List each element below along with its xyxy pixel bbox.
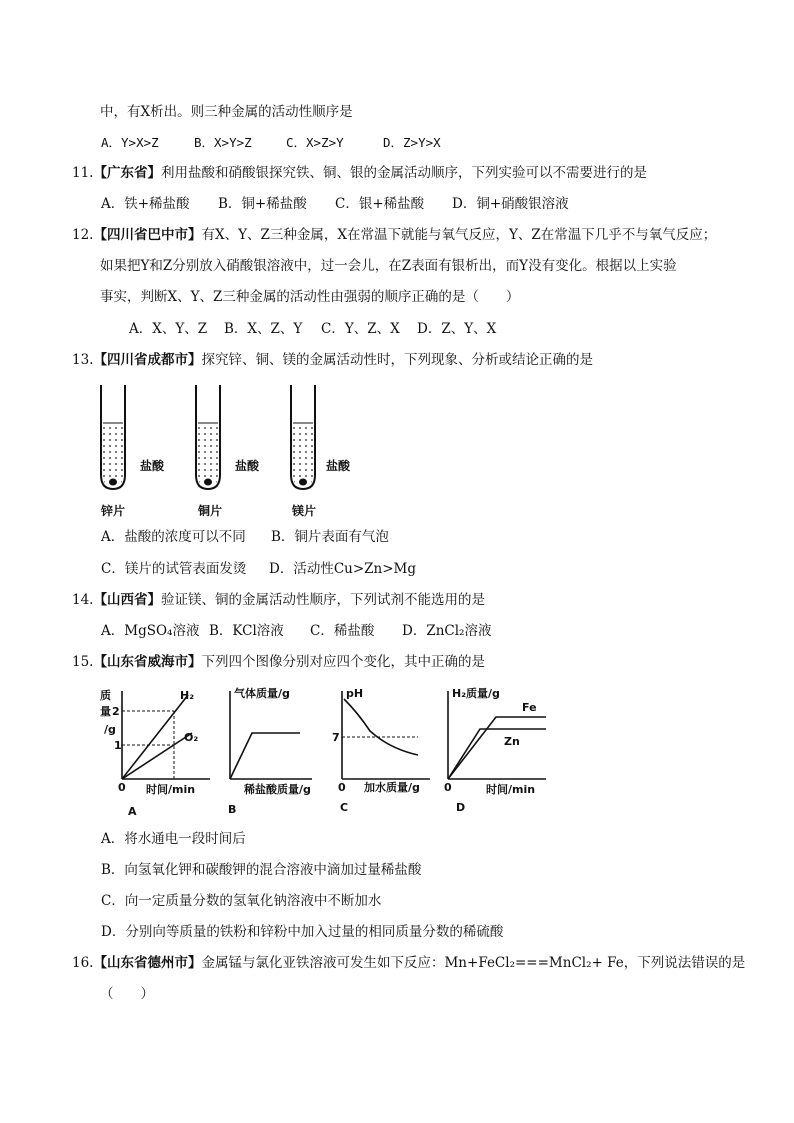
graph-d-zn-label: Zn [504,735,520,748]
graph-d-ylabel: H₂质量/g [452,687,500,700]
graph-c-tick-7: 7 [332,731,340,744]
q13-option-a: A．盐酸的浓度可以不同 [101,529,246,545]
magnesium-piece [299,479,307,486]
q11-text: 利用盐酸和硝酸银探究铁、铜、银的金属活动顺序，下列实验可以不需要进行的是 [160,165,647,181]
q12-stem-line2: 如果把Y和Z分别放入硝酸银溶液中，过一会儿，在Z表面有银析出，而Y没有变化。根据以上实验 [100,258,677,274]
graph-c-curve [344,699,418,755]
q16-text: 金属锰与氯化亚铁溶液可发生如下反应：Mn+FeCl₂===MnCl₂+ Fe，下列说法错误的是 [201,955,746,971]
q15-text: 下列四个图像分别对应四个变化，其中正确的是 [201,654,485,670]
q15-option-c: C．向一定质量分数的氢氧化钠溶液中不断加水 [101,893,382,909]
q15-option-a: A．将水通电一段时间后 [101,831,246,847]
q13-options-row2 [101,560,416,578]
q11-option-c: C．银+稀盐酸 [335,196,425,212]
q14-option-b: B．KCl溶液 [209,623,284,639]
tube-3 [291,385,315,489]
q14-text: 验证镁、铜的金属活动性顺序，下列试剂不能选用的是 [160,592,485,608]
tube-1-metal-label: 锌片 [101,504,126,518]
graph-a-ylabel-unit: /g [104,723,116,736]
q12-option-b: B．X、Z、Y [224,321,303,337]
q11-number: 11. [72,165,94,181]
q11-options [101,195,569,213]
q13-stem [72,351,593,369]
copper-piece [204,479,212,486]
q10-option-a: A．Y>X>Z [101,135,159,150]
q14-option-c: C．稀盐酸 [310,623,375,639]
graph-a-ylabel-mid: 量 [100,705,111,718]
graph-a-tick-1: 1 [114,739,122,752]
tube-2 [196,385,220,489]
q14-option-a: A．MgSO₄溶液 [101,623,200,639]
q16-number: 16. [72,955,94,971]
q12-option-c: C．Y、Z、X [321,321,400,337]
q13-test-tubes-figure [95,383,375,523]
q14-option-d: D．ZnCl₂溶液 [402,623,492,639]
graph-a-tick-2: 2 [112,705,120,718]
q13-option-c: C．镁片的试管表面发烫 [101,561,247,577]
q12-stem-line1 [72,226,716,244]
q13-options-row1 [101,528,389,546]
q16-stem [72,954,745,972]
graph-a-h2-line [122,695,188,779]
q13-source: 【四川省成都市】 [93,352,202,368]
tube-3-liquid-label: 盐酸 [326,459,351,473]
q15-number: 15. [72,654,94,670]
q11-source: 【广东省】 [93,165,161,181]
q13-text: 探究锌、铜、镁的金属活动性时，下列现象、分析或结论正确的是 [201,352,593,368]
graph-d-letter: D [456,801,466,814]
graph-b-curve [230,733,300,779]
tube-2-metal-label: 铜片 [198,504,223,518]
q10-options [101,134,441,152]
tube-1-liquid-label: 盐酸 [140,459,165,473]
graph-b-ylabel: 气体质量/g [234,687,290,700]
graph-b [230,691,312,779]
q10-option-b: B．X>Y>Z [194,135,252,150]
graph-b-letter: B [228,803,237,816]
graph-a-h2-label: H₂ [180,689,195,702]
graph-c-xlabel: 加水质量/g [364,781,420,794]
q11-option-a: A．铁+稀盐酸 [101,196,190,212]
q15-option-b: B．向氢氧化钾和碳酸钾的混合溶液中滴加过量稀盐酸 [101,862,422,878]
q14-options [101,622,491,640]
graph-a-o2-label: O₂ [184,731,199,744]
tube-2-liquid-label: 盐酸 [235,459,260,473]
q12-stem-line3: 事实，判断X、Y、Z三种金属的活动性由强弱的顺序正确的是（ ） [100,289,520,305]
q12-option-a: A．X、Y、Z [129,321,208,337]
q10-stem-tail: 中，有X析出。则三种金属的活动性顺序是 [100,104,353,120]
graph-d-xlabel: 时间/min [486,783,536,796]
q15-stem [72,653,485,671]
zinc-piece [109,479,117,486]
q13-number: 13. [72,352,94,368]
graph-a-origin: 0 [118,781,126,794]
q13-option-d: D．活动性Cu>Zn>Mg [269,561,417,577]
q11-stem [72,164,647,182]
graph-a-xlabel: 时间/min [146,783,196,796]
q15-option-d: D．分别向等质量的铁粉和锌粉中加入过量的相同质量分数的稀硫酸 [101,924,504,940]
q12-text-line1: 有X、Y、Z三种金属，X在常温下就能与氧气反应，Y、Z在常温下几乎不与氧气反应； [201,227,717,243]
q12-options [129,320,496,338]
tube-3-metal-label: 镁片 [292,504,317,518]
graph-c-origin: 0 [338,781,346,794]
q14-stem [72,591,485,609]
graph-a-letter: A [128,805,137,818]
q11-option-b: B．铜+稀盐酸 [218,196,307,212]
graph-a-o2-line [122,733,192,779]
q10-option-c: C．X>Z>Y [286,135,344,150]
q16-answer-blank: （ ） [100,986,154,1002]
graph-c [342,691,430,779]
q12-number: 12. [72,227,94,243]
graph-a-ylabel-top: 质 [100,689,111,702]
graph-d-zn-curve [448,729,546,779]
graph-c-letter: C [340,801,349,814]
q14-source: 【山西省】 [93,592,161,608]
q14-number: 14. [72,592,94,608]
q15-graphs-figure [100,683,560,818]
graph-b-xlabel: 稀盐酸质量/g [244,783,311,796]
tube-1 [101,385,125,489]
graph-c-ylabel: pH [346,687,364,700]
graph-d-fe-label: Fe [522,701,537,714]
q12-source: 【四川省巴中市】 [93,227,202,243]
q15-source: 【山东省威海市】 [93,654,202,670]
q16-source: 【山东省德州市】 [93,955,202,971]
q11-option-d: D．铜+硝酸银溶液 [452,196,569,212]
q12-option-d: D．Z、Y、X [417,321,497,337]
graph-d-fe-curve [448,717,546,779]
q13-option-b: B．铜片表面有气泡 [271,529,389,545]
q10-option-d: D．Z>Y>X [383,135,441,150]
graph-d-origin: 0 [444,781,452,794]
